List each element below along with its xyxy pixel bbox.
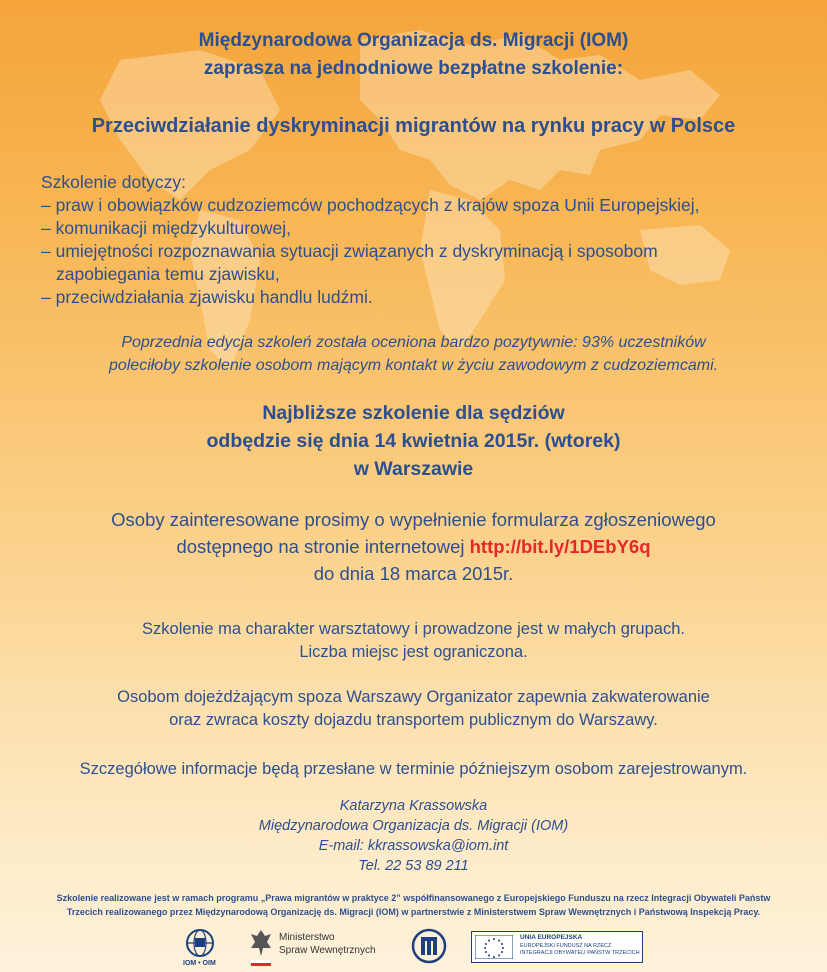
travel-line1: Osobom dojeżdżającym spoza Warszawy Organizator zapewnia zakwaterowanie	[117, 688, 710, 706]
signup-line2	[0, 536, 827, 558]
registration-link[interactable]: http://bit.ly/1DEbY6q	[469, 536, 651, 557]
iom-logo-icon	[182, 928, 218, 960]
eu-flag-icon	[475, 935, 513, 959]
pip-logo-icon	[411, 928, 447, 964]
partner-logos	[0, 924, 827, 972]
feedback-line1: Poprzednia edycja szkoleń została oceniona bardzo pozytywnie: 93% uczestników	[121, 334, 706, 351]
next-training-line1: Najbliższe szkolenie dla sędziów	[262, 402, 565, 424]
details-note: Szczegółowe informacje będą przesłane w terminie późniejszym osobom zarejestrowanym.	[79, 760, 748, 778]
workshop-line1: Szkolenie ma charakter warsztatowy i prowadzone jest w małych grupach.	[142, 620, 685, 638]
signup-line1: Osoby zainteresowane prosimy o wypełnienie formularza zgłoszeniowego	[111, 509, 716, 530]
footer-line2: Trzecich realizowanego przez Międzynarodową Organizację ds. Migracji (IOM) w partnerstwie z Ministerstwem Spraw Wewnętrznych i Państwową Inspekcją Pracy.	[66, 907, 761, 917]
contact-name: Katarzyna Krassowska	[339, 798, 488, 814]
eu-line3: INTEGRACJI OBYWATELI PAŃSTW TRZECICH	[520, 950, 640, 956]
signup-line2-prefix: dostępnego na stronie internetowej	[176, 536, 470, 557]
topic-item: – komunikacji międzykulturowej,	[41, 218, 291, 238]
page-title: Przeciwdziałanie dyskryminacji migrantów na rynku pracy w Polsce	[91, 115, 736, 137]
eu-line1: UNIA EUROPEJSKA	[520, 934, 583, 941]
contact-email[interactable]: E-mail: kkrassowska@iom.int	[318, 838, 509, 854]
eu-line2: EUROPEJSKI FUNDUSZ NA RZECZ	[520, 943, 612, 949]
next-training-line3: w Warszawie	[353, 458, 474, 480]
contact-org: Międzynarodowa Organizacja ds. Migracji (IOM)	[258, 818, 569, 834]
contact-phone: Tel. 22 53 89 211	[358, 858, 469, 874]
msw-line1: Ministerstwo	[279, 932, 335, 943]
next-training-line2: odbędzie się dnia 14 kwietnia 2015r. (wtorek)	[206, 430, 621, 452]
travel-line2: oraz zwraca koszty dojazdu transportem publicznym do Warszawy.	[169, 711, 658, 729]
iom-caption: IOM • OIM	[183, 960, 216, 967]
header-line1: Międzynarodowa Organizacja ds. Migracji (IOM)	[198, 30, 629, 51]
signup-deadline: do dnia 18 marca 2015r.	[313, 563, 514, 584]
eu-logo-box	[471, 931, 643, 963]
topic-item: – praw i obowiązków cudzoziemców pochodzących z krajów spoza Unii Europejskiej,	[41, 195, 700, 215]
topic-item: – umiejętności rozpoznawania sytuacji związanych z dyskryminacją i sposobom	[41, 241, 658, 261]
workshop-line2: Liczba miejsc jest ograniczona.	[299, 643, 528, 661]
eagle-emblem-icon	[249, 928, 273, 968]
footer-line1: Szkolenie realizowane jest w ramach programu „Prawa migrantów w praktyce 2” współfinansowanego z Europejskiego Funduszu na rzecz Integracji Obywateli Państw	[56, 893, 771, 903]
feedback-line2: poleciłoby szkolenie osobom mającym kontakt w życiu zawodowym z cudzoziemcami.	[108, 357, 719, 374]
header-line2: zaprasza na jednodniowe bezpłatne szkolenie:	[203, 58, 624, 79]
topics-intro: Szkolenie dotyczy:	[41, 172, 186, 192]
topic-item: – przeciwdziałania zjawisku handlu ludźmi.	[41, 287, 373, 307]
topic-item: zapobiegania temu zjawisku,	[56, 264, 280, 284]
msw-line2: Spraw Wewnętrznych	[279, 945, 376, 956]
